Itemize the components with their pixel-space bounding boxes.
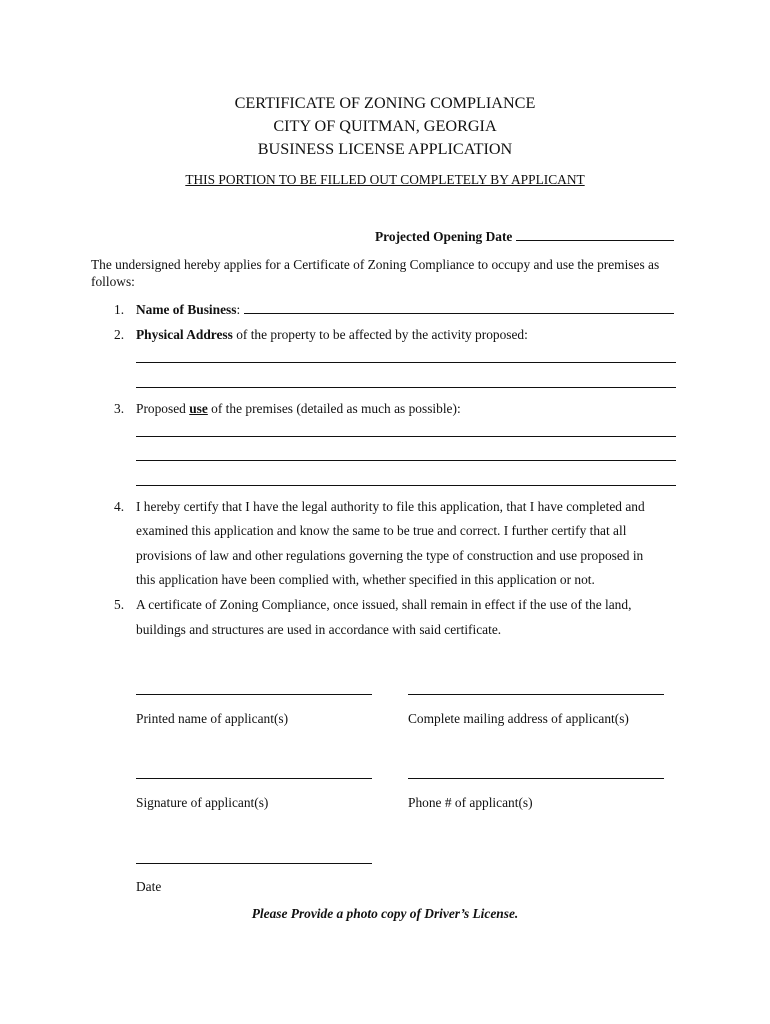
item-4-line-2: examined this application and know the same to be true and correct. I further certify that all <box>136 523 627 538</box>
mailing-address-line[interactable] <box>408 694 664 695</box>
opening-date-row <box>375 229 674 245</box>
item-4-line-1: I hereby certify that I have the legal authority to file this application, that I have completed and <box>136 499 645 514</box>
item-4-number: 4. <box>114 499 125 514</box>
item-1-number: 1. <box>114 302 125 317</box>
proposed-use-line-3[interactable] <box>136 485 676 486</box>
date-line[interactable] <box>136 863 372 864</box>
mailing-address-label: Complete mailing address of applicant(s) <box>408 711 629 726</box>
item-5-number: 5. <box>114 597 125 612</box>
physical-address-line-2[interactable] <box>136 387 676 388</box>
opening-date-field[interactable] <box>516 230 674 241</box>
item-3-number: 3. <box>114 401 125 416</box>
proposed-use-line-2[interactable] <box>136 460 676 461</box>
business-name-field[interactable] <box>244 303 674 314</box>
item-1-text <box>136 302 674 318</box>
item-4-line-3: provisions of law and other regulations governing the type of construction and use proposed in <box>136 548 644 563</box>
printed-name-line[interactable] <box>136 694 372 695</box>
item-1-label: Name of Business <box>136 302 237 317</box>
item-3-use: use <box>189 401 208 416</box>
item-3-pre: Proposed <box>136 401 190 416</box>
item-3-rest: of the premises (detailed as much as possible): <box>207 401 461 416</box>
printed-name-label: Printed name of applicant(s) <box>136 711 289 726</box>
title-line-2: CITY OF QUITMAN, GEORGIA <box>273 117 497 135</box>
title-line-3: BUSINESS LICENSE APPLICATION <box>257 140 513 158</box>
intro-line-2: follows: <box>91 274 135 289</box>
item-2-number: 2. <box>114 327 125 342</box>
item-2-rest: of the property to be affected by the activity proposed: <box>232 327 528 342</box>
item-4-line-4: this application have been complied with, whether specified in this application or not. <box>136 572 595 587</box>
item-3-text <box>136 401 461 417</box>
proposed-use-line-1[interactable] <box>136 436 676 437</box>
signature-line[interactable] <box>136 778 372 779</box>
opening-date-label: Projected Opening Date <box>375 229 513 244</box>
signature-label: Signature of applicant(s) <box>136 795 269 810</box>
item-2-text <box>136 327 528 343</box>
item-5-line-1: A certificate of Zoning Compliance, once issued, shall remain in effect if the use of the land, <box>136 597 632 612</box>
phone-label: Phone # of applicant(s) <box>408 795 533 810</box>
subtitle: THIS PORTION TO BE FILLED OUT COMPLETELY BY APPLICANT <box>185 172 585 187</box>
item-1-colon: : <box>236 302 241 317</box>
date-label: Date <box>136 879 162 894</box>
intro-line-1: The undersigned hereby applies for a Certificate of Zoning Compliance to occupy and use the premises as <box>91 257 660 272</box>
item-5-line-2: buildings and structures are used in accordance with said certificate. <box>136 622 502 637</box>
drivers-license-note: Please Provide a photo copy of Driver’s License. <box>251 906 519 921</box>
phone-line[interactable] <box>408 778 664 779</box>
item-2-label: Physical Address <box>136 327 233 342</box>
title-line-1: CERTIFICATE OF ZONING COMPLIANCE <box>234 94 536 112</box>
physical-address-line-1[interactable] <box>136 362 676 363</box>
